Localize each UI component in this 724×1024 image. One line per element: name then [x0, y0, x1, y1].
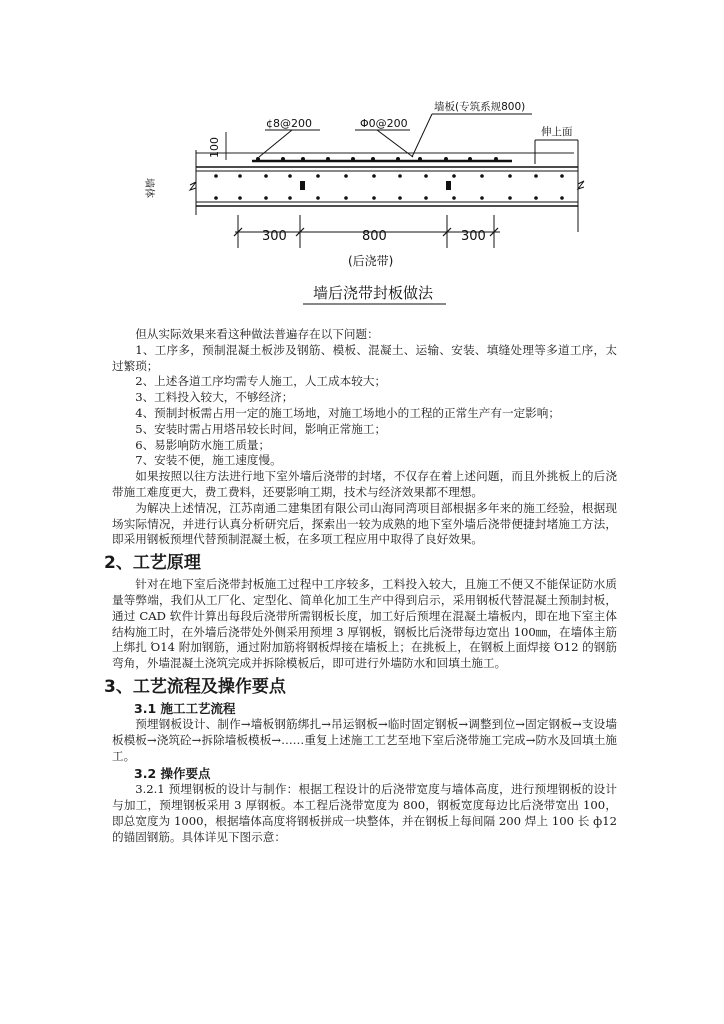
- section-2-heading: 2、工艺原理: [104, 553, 201, 574]
- intro-paragraph: 但从实际效果来看这种做法普遍存在以下问题：: [135, 327, 379, 341]
- problem-item: 5、安装时需占用塔吊较长时间，影响正常施工；: [135, 421, 387, 436]
- paragraph-conventional-method: 如果按照以往方法进行地下室外墙后浇带的封堵，不仅存在着上述问题，而且外挑板上的后浇带施工难度更大，费工费料，还要影响工期，技术与经济效果都不理想。: [112, 469, 617, 499]
- break-mark-left: [190, 182, 196, 190]
- section-2-paragraph: 针对在地下室后浇带封板施工过程中工序较多，工料投入较大，且施工不便又不能保证防水质量等弊端，我们从工厂化、定型化、简单化加工生产中得到启示，采用钢板代替混凝土预制封板，通过 CAD 软件计算出每段后浇带所需钢板长度，加工好后预埋在混凝土墙板内，即在地下室主体结构施工时，在外墙后浇带处外侧采用预埋 3 厚钢板，钢板比后浇带每边宽出 100㎜，在墙体主筋上绑扎 Ό14 附加钢筋，通过附加筋将钢板焊接在墙板上；在挑板上，在钢板上面焊接 Ό12 的钢筋弯角，外墙混凝土浇筑完成并拆除模板后，即可进行外墙防水和回填土施工。: [112, 577, 617, 671]
- document-body: [104, 327, 617, 846]
- figure-caption: 墙后浇带封板做法: [313, 284, 434, 302]
- problem-item: 7、安装不便，施工速度慢。: [135, 453, 282, 468]
- construction-drawing: [0, 0, 724, 320]
- dim-800: 800: [362, 229, 387, 244]
- dim-300-left: 300: [262, 229, 287, 244]
- section-3-heading: 3、工艺流程及操作要点: [104, 676, 286, 697]
- problem-item: 2、上述各道工序均需专人施工，人工成本较大；: [135, 374, 387, 389]
- subsection-3-1-paragraph: 预埋钢板设计、制作→墙板钢筋绑扎→吊运钢板→临时固定钢板→调整到位→固定钢板→支设墙板模板→浇筑砼→拆除墙板模板→……重复上述施工工艺至地下室后浇带施工完成→防水及回填土施工。: [112, 716, 617, 763]
- problem-item: 4、预制封板需占用一定的施工场地，对施工场地小的工程的正常生产有一定影响；: [135, 405, 560, 420]
- problem-item: 6、易影响防水施工质量；: [135, 437, 271, 452]
- plate-label: 墙板(专筑系规800): [434, 101, 526, 113]
- dim-100-text: 100: [208, 137, 221, 158]
- belt-bar-right: [446, 181, 451, 190]
- plate-leader: [412, 114, 432, 157]
- subsection-3-1-heading: 3.1 施工工艺流程: [134, 700, 236, 716]
- problem-item: 1、工序多，预制混凝土板涉及钢筋、模板、混凝土、运输、安装、填缝处理等多道工序，太过繁琐；: [112, 342, 617, 373]
- subsection-3-2-heading: 3.2 操作要点: [134, 766, 211, 782]
- rebar-dots-inner: [214, 174, 564, 200]
- break-mark-right: [578, 181, 584, 189]
- problem-item: 3、工料投入较大，不够经济；: [135, 390, 294, 405]
- paragraph-solution: 为解决上述情况，江苏南通二建集团有限公司山海同湾项目部根据多年来的施工经验，根据现场实际情况，并进行认真分析研究后，探索出一较为成熟的地下室外墙后浇带便捷封堵施工方法，即采用钢板预埋代替预制混凝土板，在多项工程应用中取得了良好效果。: [112, 500, 617, 547]
- subsection-3-2-paragraph: 3.2.1 预埋钢板的设计与制作：根据工程设计的后浇带宽度与墙体高度，进行预埋钢板的设计与加工，预埋钢板采用 3 厚钢板。本工程后浇带宽度为 800，钢板宽度每边比后浇带宽出 100，即总宽度为 1000，根据墙体高度将钢板拼成一块整体，并在钢板上每间隔 200 焊上 100 长 ф12 的锚固钢筋。具体详见下图示意：: [112, 782, 617, 844]
- rebar-b-label: Φ0@200: [360, 117, 408, 130]
- rebar-a-label: ¢8@200: [266, 117, 312, 130]
- belt-label: (后浇带): [348, 254, 394, 268]
- wall-top-label: 伸上面: [541, 126, 573, 138]
- belt-bar-left: [300, 181, 305, 190]
- dim-300-right: 300: [461, 229, 486, 244]
- side-label: 墙体: [143, 178, 154, 198]
